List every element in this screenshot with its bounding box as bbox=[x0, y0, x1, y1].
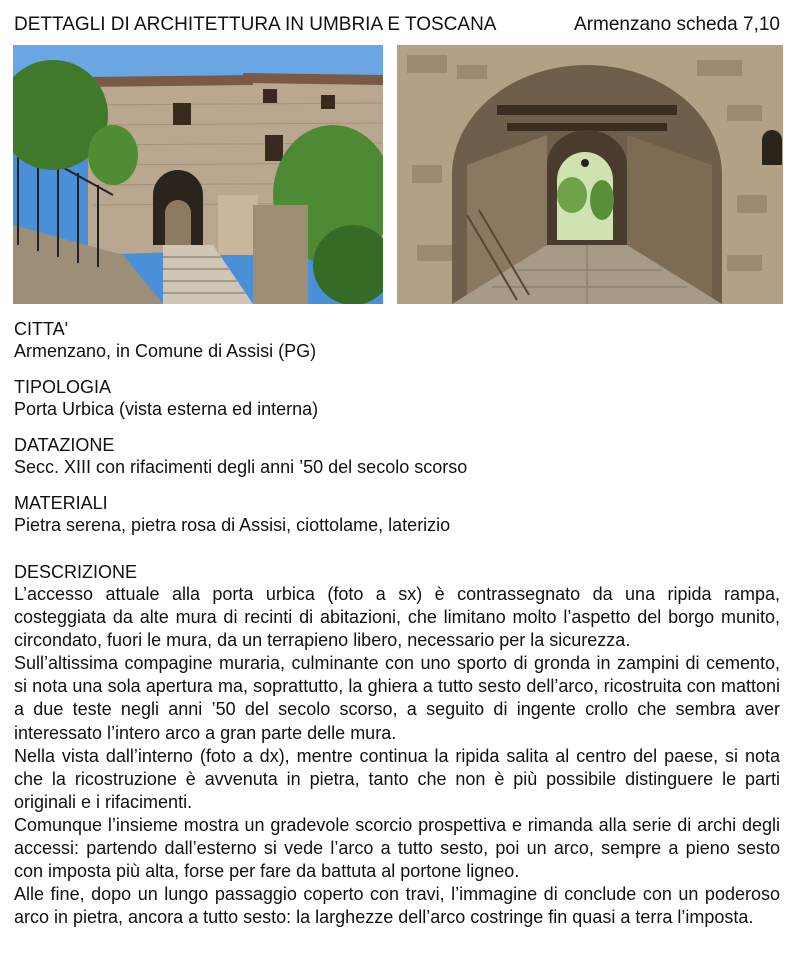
photo-external-view bbox=[13, 45, 383, 304]
description-paragraph: Nella vista dall’interno (foto a dx), mentre continua la ripida salita al centro del paese, si nota che la ricostruzione è avvenuta in pietra, tanto che non è più possibile distinguere le parti originali e i rifacimenti. bbox=[14, 745, 780, 812]
city-label: CITTA' bbox=[14, 319, 69, 339]
type-value: Porta Urbica (vista esterna ed interna) bbox=[14, 399, 319, 419]
type-label: TIPOLOGIA bbox=[14, 377, 112, 397]
materials-value: Pietra serena, pietra rosa di Assisi, ciottolame, laterizio bbox=[14, 515, 451, 535]
description-body bbox=[14, 583, 780, 929]
photo-internal-view bbox=[397, 45, 783, 304]
dating-label: DATAZIONE bbox=[14, 435, 115, 455]
city-value: Armenzano, in Comune di Assisi (PG) bbox=[14, 341, 317, 361]
description-paragraph: Alle fine, dopo un lungo passaggio coperto con travi, l’immagine di conclude con un poderoso arco in pietra, ancora a tutto sesto: la larghezze dell’arco costringe fin quasi a terra l’imposta. bbox=[14, 884, 780, 928]
sheet-reference: Armenzano scheda 7,10 bbox=[574, 14, 780, 35]
description-paragraph: Sull’altissima compagine muraria, culminante con uno sporto di gronda in zampini di cemento, si nota una sola apertura ma, soprattutto, la ghiera a tutto sesto dell’arco, ricostruita con mattoni a due teste negli anni ’50 del secolo scorso, a seguito di ingente crollo che sembra aver interessato l’intero arco a gran parte delle mura. bbox=[14, 653, 780, 743]
description-paragraph: Comunque l’insieme mostra un gradevole scorcio prospettiva e rimanda alla serie di archi degli accessi: partendo dall’esterno si vede l’arco a tutto sesto, poi un arco, sempre a pieno sesto con imposta più alta, forse per fare da battuta al portone ligneo. bbox=[14, 814, 780, 882]
materials-label: MATERIALI bbox=[14, 493, 108, 513]
document-title: DETTAGLI DI ARCHITETTURA IN UMBRIA E TOSCANA bbox=[14, 14, 497, 35]
description-paragraph: L’accesso attuale alla porta urbica (foto a sx) è contrassegnato da una ripida rampa, costeggiata da alte mura di recinti di abitazioni, che limitano molto l’aspetto del borgo munito, circondato, fuori le mura, da un terrapieno libero, necessario per la sicurezza. bbox=[14, 584, 780, 651]
description-label: DESCRIZIONE bbox=[14, 562, 138, 582]
page-header bbox=[14, 14, 786, 40]
dating-value: Secc. XIII con rifacimenti degli anni ’50 del secolo scorso bbox=[14, 457, 468, 477]
